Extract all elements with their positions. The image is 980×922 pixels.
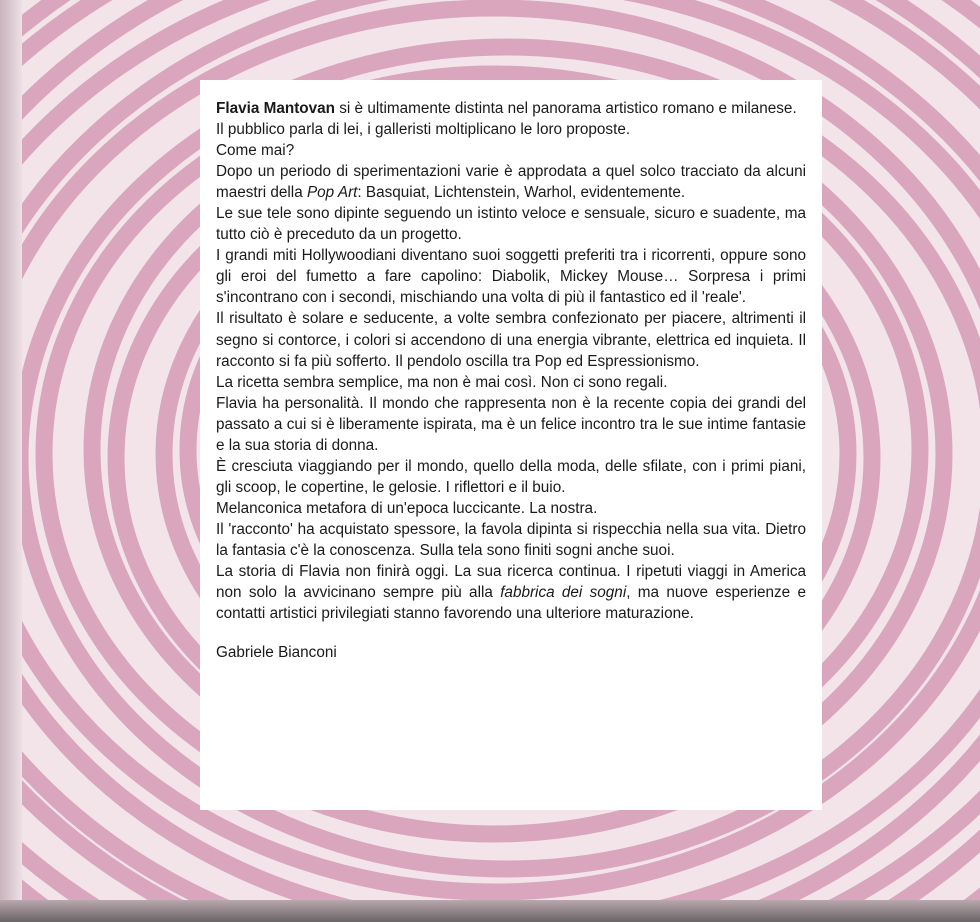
page-binding-edge [0, 0, 22, 922]
artist-name: Flavia Mantovan [216, 100, 336, 117]
paragraph-recipe: La ricetta sembra semplice, ma non è mai così. Non ci sono regali. [216, 373, 668, 391]
author-signature: Gabriele Bianconi [216, 644, 337, 662]
paragraph-fashion: È cresciuta viaggiando per il mondo, quello della moda, delle sfilate, con i primi piani, gli scoop, le copertine, le gelosie. I riflettori e il buio. [216, 457, 806, 496]
pop-art-term: Pop Art [306, 184, 358, 202]
pop-art-text-after: : Basquiat, Lichtenstein, Warhol, evidentemente. [357, 184, 686, 202]
future-text-after: , ma nuove esperienze e contatti artistici privilegiati stanno favorendo una ulteriore maturazione. [216, 584, 806, 623]
future-text-before: La storia di Flavia non finirà oggi. La sua ricerca continua. I ripetuti viaggi in America non solo la avvicinano sempre più alla [216, 563, 806, 602]
page-bottom-shadow [0, 900, 980, 922]
intro-text: si è ultimamente distinta nel panorama artistico romano e milanese. [335, 100, 797, 117]
paragraph-pop-art [216, 161, 806, 203]
paragraph-personality: Flavia ha personalità. Il mondo che rappresenta non è la recente copia dei grandi del passato a cui si è liberamente ispirata, ma è un felice incontro tra le sue intime fantasie e la sua storia di donna. [216, 394, 806, 454]
article-body [216, 98, 806, 624]
paragraph-question: Come mai? [216, 142, 295, 160]
pop-art-text-before: Dopo un periodo di sperimentazioni varie è approdata a quel solco tracciato da alcuni maestri della [216, 163, 806, 202]
paragraph-story: Il 'racconto' ha acquistato spessore, la favola dipinta si rispecchia nella sua vita. Dietro la fantasia c'è la conoscenza. Sulla tela sono finiti sogni anche suoi. [216, 520, 806, 559]
paragraph-intro [216, 98, 806, 119]
paragraph-metaphor: Melanconica metafora di un'epoca luccicante. La nostra. [216, 499, 598, 517]
dream-factory-term: fabbrica dei sogni [500, 584, 627, 602]
text-card [200, 80, 822, 810]
paragraph-hollywood: I grandi miti Hollywoodiani diventano suoi soggetti preferiti tra i ricorrenti, oppure sono gli eroi del fumetto a fare capolino: Diabolik, Mickey Mouse… Sorpresa i primi s'incontrano con i secondi, mischiando una volta di più il fantastico ed il 'reale'. [216, 247, 806, 307]
paragraph-canvases: Le sue tele sono dipinte seguendo un istinto veloce e sensuale, sicuro e suadente, ma tutto ciò è preceduto da un progetto. [216, 205, 806, 244]
paragraph-result: Il risultato è solare e seducente, a volte sembra confezionato per piacere, altrimenti il segno si contorce, i colori si accendono di una energia vibrante, elettrica ed inquieta. Il racconto si fa più sofferto. Il pendolo oscilla tra Pop ed Espressionismo. [216, 310, 806, 370]
paragraph-future [216, 561, 806, 624]
paragraph-public: Il pubblico parla di lei, i galleristi moltiplicano le loro proposte. [216, 121, 631, 139]
